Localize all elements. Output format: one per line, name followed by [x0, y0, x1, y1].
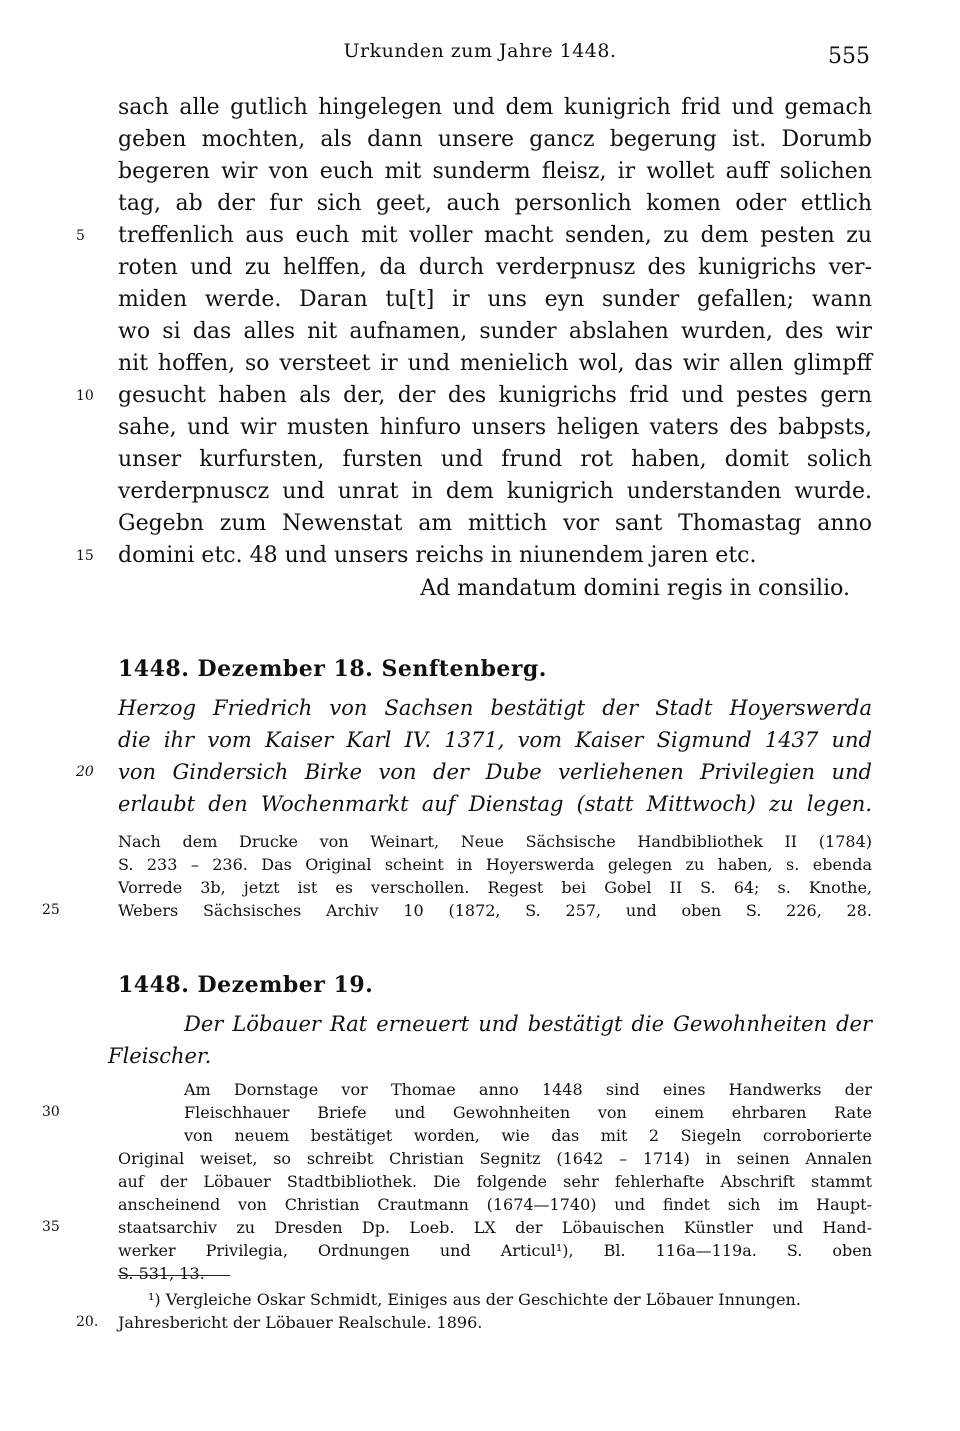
line-text: von Gindersich Birke von der Dube verliehenen Privilegien und [118, 760, 872, 784]
line-text: die ihr vom Kaiser Karl IV. 1371, vom Kaiser Sigmund 1437 und [118, 728, 872, 752]
entry-note-2 [42, 1078, 872, 1285]
line-text: Fleischer. [108, 1044, 212, 1068]
entry-heading-1: 1448. Dezember 18. Senftenberg. [118, 656, 547, 682]
line-text: erlaubt den Wochenmarkt auf Dienstag (statt Mittwoch) zu legen. [118, 792, 872, 816]
running-title: Urkunden zum Jahre 1448. [343, 40, 617, 62]
line-text: Vorrede 3b, jetzt ist es verschollen. Regest bei Gobel II S. 64; s. Knothe, [118, 878, 872, 897]
line-text: Nach dem Drucke von Weinart, Neue Sächsische Handbibliothek II (1784) [118, 832, 872, 851]
line-text: ¹) Vergleiche Oskar Schmidt, Einiges aus der Geschichte der Löbauer Innungen. [148, 1290, 801, 1309]
page-number: 555 [828, 44, 870, 69]
line-number: 35 [42, 1219, 60, 1235]
line-number: 20. [76, 1314, 99, 1330]
line-text: begeren wir von euch mit sunderm fleisz, ir wollet auff solichen [118, 159, 872, 184]
text-line [118, 476, 872, 508]
line-text: S. 531, 13. [118, 1264, 205, 1283]
text-line [118, 348, 872, 380]
text-line [118, 1078, 872, 1101]
mandate-block [118, 573, 872, 605]
text-line [118, 830, 872, 853]
text-line [118, 92, 872, 124]
line-text: von neuem bestätiget worden, wie das mit 2 Siegeln corroborierte [184, 1126, 872, 1145]
text-line [76, 756, 872, 788]
text-line [118, 444, 872, 476]
line-text: wo si das alles nit aufnamen, sunder abslahen wurden, des wir [118, 319, 872, 344]
line-text: tag, ab der fur sich geet, auch personlich komen oder ettlich [118, 191, 872, 216]
text-line [76, 380, 872, 412]
text-line [118, 853, 872, 876]
text-line [118, 876, 872, 899]
text-line [118, 284, 872, 316]
text-line [118, 1170, 872, 1193]
text-line [118, 1008, 872, 1040]
line-number: 5 [76, 228, 85, 244]
text-line [118, 412, 872, 444]
line-text: domini etc. 48 und unsers reichs in niunendem jaren etc. [118, 543, 757, 568]
footnote-separator [118, 1275, 230, 1276]
line-number: 10 [76, 388, 94, 404]
line-text: roten und zu helffen, da durch verderpnusz des kunigrichs ver- [118, 255, 872, 280]
text-line [118, 1124, 872, 1147]
entry-heading-2: 1448. Dezember 19. [118, 972, 374, 998]
footnote-block [76, 1288, 872, 1334]
line-number: 15 [76, 548, 94, 564]
line-text: sach alle gutlich hingelegen und dem kunigrich frid und gemach [118, 95, 872, 120]
text-line [118, 1262, 872, 1285]
line-text: staatsarchiv zu Dresden Dp. Loeb. LX der Löbauischen Künstler und Hand- [118, 1218, 872, 1237]
line-text: Herzog Friedrich von Sachsen bestätigt der Stadt Hoyerswerda [118, 696, 872, 720]
text-line [118, 252, 872, 284]
text-line [118, 1147, 872, 1170]
text-line [108, 1040, 872, 1072]
line-text: sahe, und wir musten hinfuro unsers heligen vaters des babpsts, [118, 415, 872, 440]
line-text: auf der Löbauer Stadtbibliothek. Die folgende sehr fehlerhafte Abschrift stammt [118, 1172, 872, 1191]
line-text: miden werde. Daran tu[t] ir uns eyn sunder gefallen; wann [118, 287, 872, 312]
line-text: S. 233 – 236. Das Original scheint in Hoyerswerda gelegen zu haben, s. ebenda [118, 855, 872, 874]
text-line [118, 316, 872, 348]
line-text: Original weiset, so schreibt Christian Segnitz (1642 – 1714) in seinen Annalen [118, 1149, 872, 1168]
line-text: treffenlich aus euch mit voller macht senden, zu dem pesten zu [118, 223, 872, 248]
text-line [42, 1101, 872, 1124]
line-text: Jahresbericht der Löbauer Realschule. 1896. [118, 1313, 483, 1332]
line-text: geben mochten, als dann unsere gancz begerung ist. Dorumb [118, 127, 872, 152]
text-line [118, 1239, 872, 1262]
text-line [118, 508, 872, 540]
entry-regest-2 [108, 1008, 872, 1072]
text-line [118, 1193, 872, 1216]
line-text: gesucht haben als der, der des kunigrichs frid und pestes gern [118, 383, 872, 408]
line-number: 30 [42, 1104, 60, 1120]
line-text: verderpnuscz und unrat in dem kunigrich understanden wurde. [118, 479, 872, 504]
document-text-block [76, 92, 872, 572]
line-text: unser kurfursten, fursten und frund rot haben, domit solich [118, 447, 872, 472]
text-line [76, 220, 872, 252]
text-line [118, 1288, 872, 1311]
line-text: Am Dornstage vor Thomae anno 1448 sind eines Handwerks der [184, 1080, 872, 1099]
text-line [118, 124, 872, 156]
line-number: 25 [42, 902, 60, 918]
text-line [42, 899, 872, 922]
line-text: Gegebn zum Newenstat am mittich vor sant Thomastag anno [118, 511, 872, 536]
text-line [76, 1311, 872, 1334]
entry-note-1 [42, 830, 872, 922]
entry-regest-1 [76, 692, 872, 820]
text-line [76, 540, 872, 572]
text-line [118, 188, 872, 220]
mandate-line: Ad mandatum domini regis in consilio. [420, 576, 850, 601]
text-line [118, 788, 872, 820]
text-line [118, 156, 872, 188]
text-line [118, 724, 872, 756]
line-number: 20 [76, 764, 94, 780]
line-text: anscheinend von Christian Crautmann (1674—1740) und findet sich im Haupt- [118, 1195, 872, 1214]
line-text: Webers Sächsisches Archiv 10 (1872, S. 257, und oben S. 226, 28. [118, 901, 872, 920]
line-text: Fleischhauer Briefe und Gewohnheiten von einem ehrbaren Rate [184, 1103, 872, 1122]
text-line [118, 692, 872, 724]
line-text: Der Löbauer Rat erneuert und bestätigt die Gewohnheiten der [184, 1012, 872, 1036]
text-line [42, 1216, 872, 1239]
line-text: nit hoffen, so versteet ir und menielich wol, das wir allen glimpff [118, 351, 872, 376]
line-text: werker Privilegia, Ordnungen und Articul¹), Bl. 116a—119a. S. oben [118, 1241, 872, 1260]
